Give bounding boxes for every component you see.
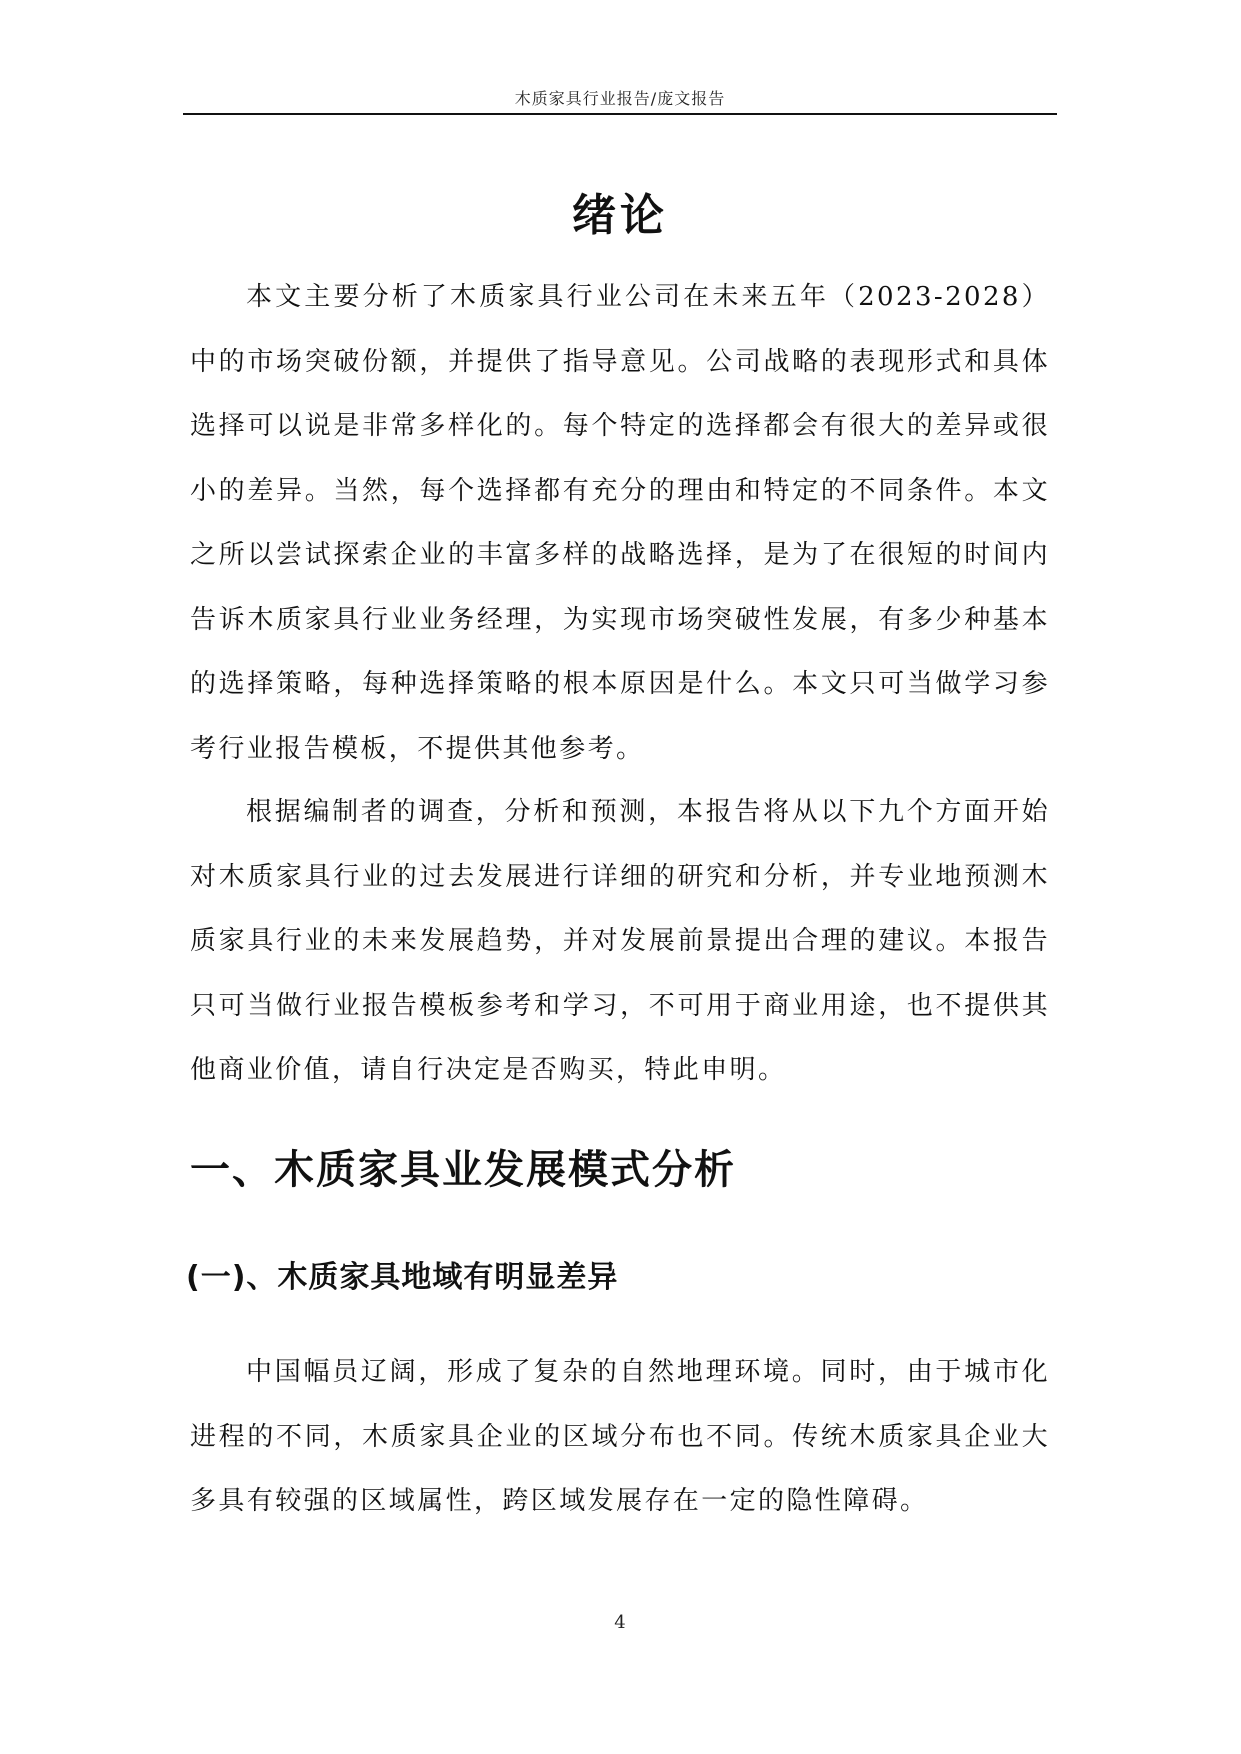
subsection-paragraph: 中国幅员辽阔，形成了复杂的自然地理环境。同时，由于城市化进程的不同，木质家具企业的区域分布也不同。传统木质家具企业大多具有较强的区域属性，跨区域发展存在一定的隐性障碍。 (190, 1357, 1050, 1516)
intro-paragraph-2: 根据编制者的调查，分析和预测，本报告将从以下九个方面开始对木质家具行业的过去发展进行详细的研究和分析，并专业地预测木质家具行业的未来发展趋势，并对发展前景提出合理的建议。本报告只可当做行业报告模板参考和学习，不可用于商业用途，也不提供其他商业价值，请自行决定是否购买，特此申明。 (190, 797, 1050, 1085)
intro-paragraph-1: 本文主要分析了木质家具行业公司在未来五年（2023-2028）中的市场突破份额，并提供了指导意见。公司战略的表现形式和具体选择可以说是非常多样化的。每个特定的选择都会有很大的差异或很小的差异。当然，每个选择都有充分的理由和特定的不同条件。本文之所以尝试探索企业的丰富多样的战略选择，是为了在很短的时间内告诉木质家具行业业务经理，为实现市场突破性发展，有多少种基本的选择策略，每种选择策略的根本原因是什么。本文只可当做学习参考行业报告模板，不提供其他参考。 (190, 282, 1050, 764)
page-number: 4 (614, 1612, 626, 1633)
section-heading: 一、木质家具业发展模式分析 (190, 1147, 736, 1193)
subsection-heading: (一)、木质家具地域有明显差异 (186, 1260, 619, 1295)
running-header: 木质家具行业报告/庞文报告 (514, 89, 726, 108)
header-rule (183, 113, 1057, 115)
page-title: 绪论 (572, 190, 668, 242)
